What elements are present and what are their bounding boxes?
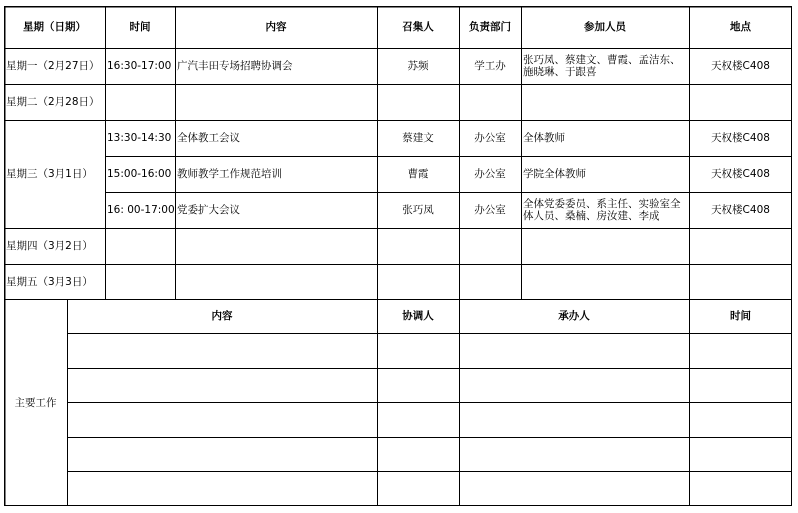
header-time: 时间 xyxy=(129,21,151,33)
meeting-content: 全体教工会议 xyxy=(177,132,240,144)
meeting-convener: 张巧凤 xyxy=(402,204,434,216)
header-content: 内容 xyxy=(265,21,287,33)
meeting-dept: 办公室 xyxy=(474,168,506,180)
meeting-location: 天权楼C408 xyxy=(711,168,770,180)
meeting-content: 党委扩大会议 xyxy=(177,204,240,216)
meeting-time: 16:30-17:00 xyxy=(107,60,172,72)
main-work-label: 主要工作 xyxy=(14,396,57,409)
meeting-participants: 全体教师 xyxy=(523,132,565,144)
header-location: 地点 xyxy=(730,21,751,33)
meeting-dept: 办公室 xyxy=(474,204,506,216)
meeting-dept: 办公室 xyxy=(474,132,506,144)
main-work-header-time: 时间 xyxy=(730,310,751,322)
schedule-sheet xyxy=(4,6,792,506)
header-participants: 参加人员 xyxy=(584,21,626,33)
header-convener: 召集人 xyxy=(402,21,434,33)
meeting-content: 教师教学工作规范培训 xyxy=(177,168,282,180)
main-work-header-handler: 承办人 xyxy=(558,310,590,322)
meeting-convener: 苏频 xyxy=(407,60,429,72)
meeting-content: 广汽丰田专场招聘协调会 xyxy=(177,60,293,72)
meeting-location: 天权楼C408 xyxy=(711,132,770,144)
meeting-convener: 曹霞 xyxy=(407,168,429,180)
meeting-participants: 全体党委委员、系主任、实验室全体人员、桑楠、房汝建、李成 xyxy=(523,198,681,222)
day-wednesday: 星期三（3月1日） xyxy=(6,168,93,180)
header-day: 星期（日期） xyxy=(23,21,86,33)
meeting-time: 13:30-14:30 xyxy=(107,132,172,144)
meeting-participants: 张巧凤、蔡建文、曹霞、孟洁东、施晓琳、于跟喜 xyxy=(523,54,681,78)
day-thursday: 星期四（3月2日） xyxy=(6,240,93,252)
meeting-dept: 学工办 xyxy=(474,60,506,72)
main-work-header-coordinator: 协调人 xyxy=(402,310,434,322)
meeting-time: 16: 00-17:00 xyxy=(107,204,175,216)
day-friday: 星期五（3月3日） xyxy=(6,275,93,288)
header-dept: 负责部门 xyxy=(469,21,511,33)
day-tuesday: 星期二（2月28日） xyxy=(6,96,100,108)
meeting-convener: 蔡建文 xyxy=(402,132,434,144)
meeting-location: 天权楼C408 xyxy=(711,60,770,72)
meeting-participants: 学院全体教师 xyxy=(523,168,586,180)
main-work-header-content: 内容 xyxy=(211,310,233,322)
day-monday: 星期一（2月27日） xyxy=(6,60,100,72)
meeting-location: 天权楼C408 xyxy=(711,204,770,216)
meeting-time: 15:00-16:00 xyxy=(107,168,172,180)
